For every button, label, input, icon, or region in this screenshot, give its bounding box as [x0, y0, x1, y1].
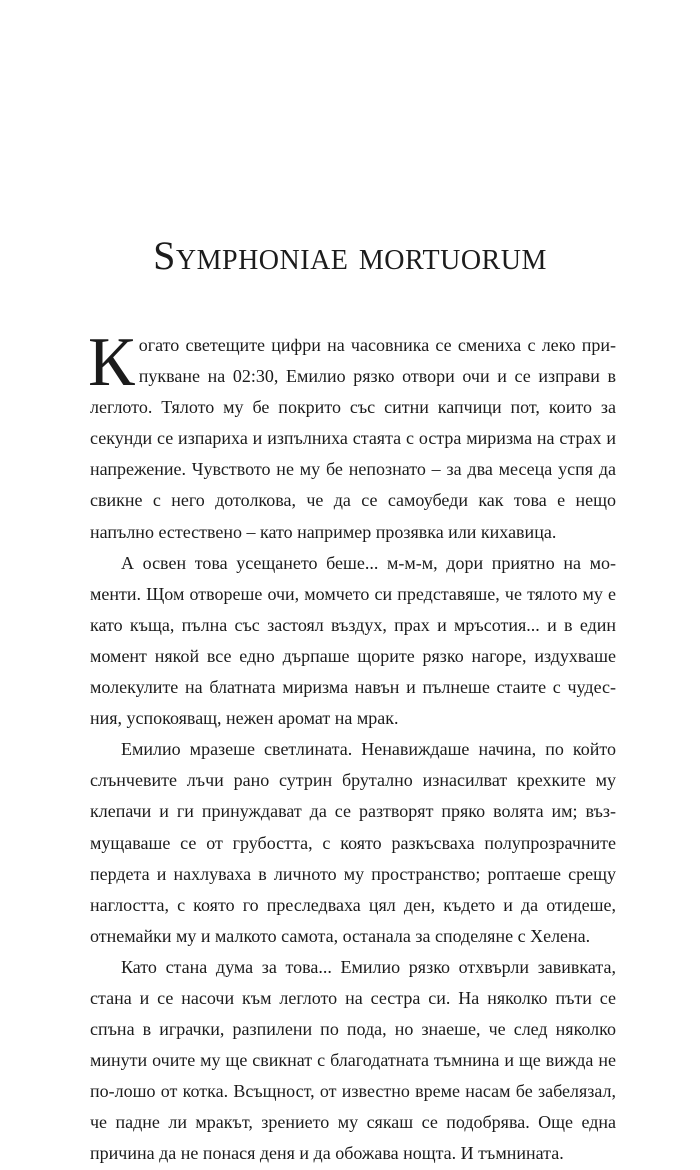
drop-cap-letter: К — [88, 324, 135, 401]
chapter-title: Symphoniae mortuorum — [153, 233, 547, 278]
paragraph-1-text: огато светещите цифри на часовника се смениха с леко припукване на 02:30, Емилио рязко отвори очи и се изправи в леглото. Тялото му бе покрито със ситни капчици пот, които за секунди се изпариха и изпълниха стаята с остра миризма на страх и напрежение. Чувството не му бе непознато – за два месеца успя да свикне с него дотолкова, че да се самоубеди как това е нещо напълно естествено – като например прозявка или кихавица. — [90, 335, 616, 542]
paragraph-4: Като стана дума за това... Емилио рязко отхвърли завивката, стана и се насочи към леглото на сестра си. На няколко пъти се спъна в играчки, разпилени по пода, но знаеше, че след няколко минути очите му ще свикнат с благодатната тъмнина и ще вижда не по-лошо от котка. Всъщност, от известно време насам бе забелязал, че падне ли мракът, зрението му сякаш се подобрява. Още една причина да не понася деня и да обожава нощта. И тъмнината. — [90, 956, 616, 1164]
paragraph-2: А освен това усещането беше... м-м-м, дори приятно на моменти. Щом отвореше очи, момчето си представяше, че тялото му е като къща, пълна със застоял въздух, прах и мръсотия... и в един момент някой все едно дърпаше щорите рязко нагоре, издухваше молекулите на блатната миризма навън и пълнеше стаите с чудесния, успокояващ, нежен аромат на мрак. — [90, 552, 616, 729]
paragraph-1 — [88, 324, 616, 548]
chapter-body — [88, 324, 616, 1170]
paragraph-3: Емилио мразеше светлината. Ненавиждаше начина, по който слънчевите лъчи рано сутрин брутално изнасилват крехките му клепачи и ги принуждават да се разтворят пряко волята им; възмущаваше се от грубостта, с която разкъсваха полупрозрачните пердета и нахлуваха в личното му пространство; роптаеше срещу наглостта, с която го преследваха цял ден, където и да отидеше, отнемайки му и малкото самота, останала за споделяне с Хелена. — [90, 739, 616, 946]
